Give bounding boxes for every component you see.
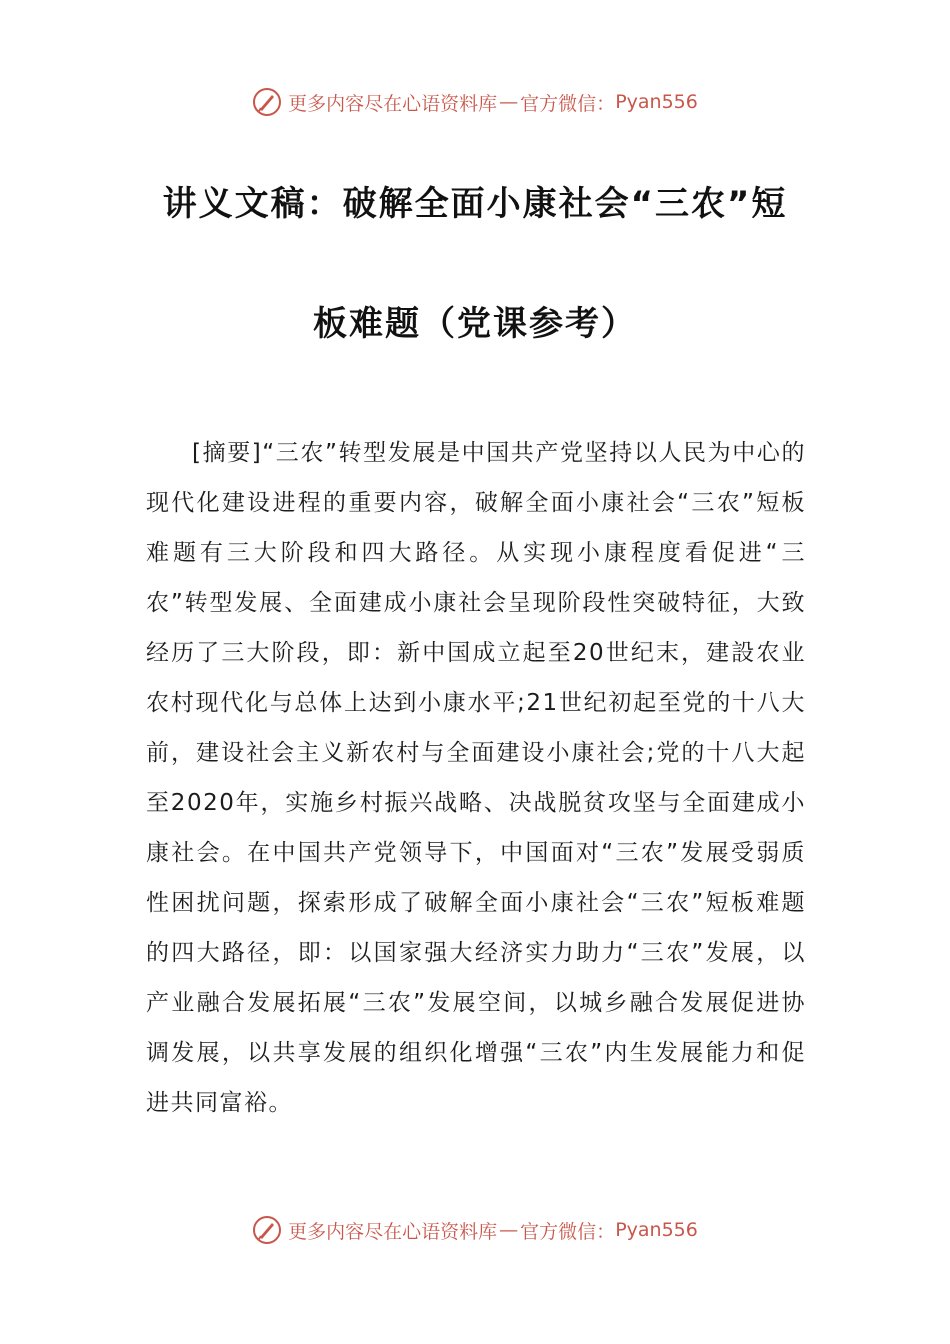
abstract-paragraph: [摘要]“三农”转型发展是中国共产党坚持以人民为中心的现代化建设进程的重要内容，破解全面小康社会“三农”短板难题有三大阶段和四大路径。从实现小康程度看促进“三农”转型发展、全面建成小康社会呈现阶段性突破特征，大致经历了三大阶段，即：新中国成立起至20世纪末，建設农业农村现代化与总体上达到小康水平;21世纪初起至党的十八大前，建设社会主义新农村与全面建设小康社会;党的十八大起至2020年，实施乡村振兴战略、决战脱贫攻坚与全面建成小康社会。在中国共产党领导下，中国面对“三农”发展受弱质性困扰问题，探索形成了破解全面小康社会“三农”短板难题的四大路径，即：以国家强大经济实力助力“三农”发展，以产业融合发展拓展“三农”发展空间，以城乡融合发展促进协调发展，以共享发展的组织化增强“三农”内生发展能力和促进共同富裕。 [146,440,806,1116]
quill-logo-icon [252,1215,282,1245]
quill-logo-icon [252,87,282,117]
watermark-account: Pyan556 [615,1219,698,1241]
watermark-separator: — [499,1219,519,1241]
watermark-official-label: 官方微信： [520,1220,616,1243]
watermark-separator: — [499,91,519,113]
document-title-line-2: 板难题（党课参考） [313,304,637,344]
header-watermark [0,82,950,122]
document-title-line-1: 讲义文稿：破解全面小康社会“三农”短 [162,184,788,224]
watermark-main-text: 更多内容尽在心语资料库 [288,92,498,115]
watermark-main-text: 更多内容尽在心语资料库 [288,1220,498,1243]
watermark-official-label: 官方微信： [520,92,616,115]
watermark-account: Pyan556 [615,91,698,113]
footer-watermark [0,1210,950,1250]
